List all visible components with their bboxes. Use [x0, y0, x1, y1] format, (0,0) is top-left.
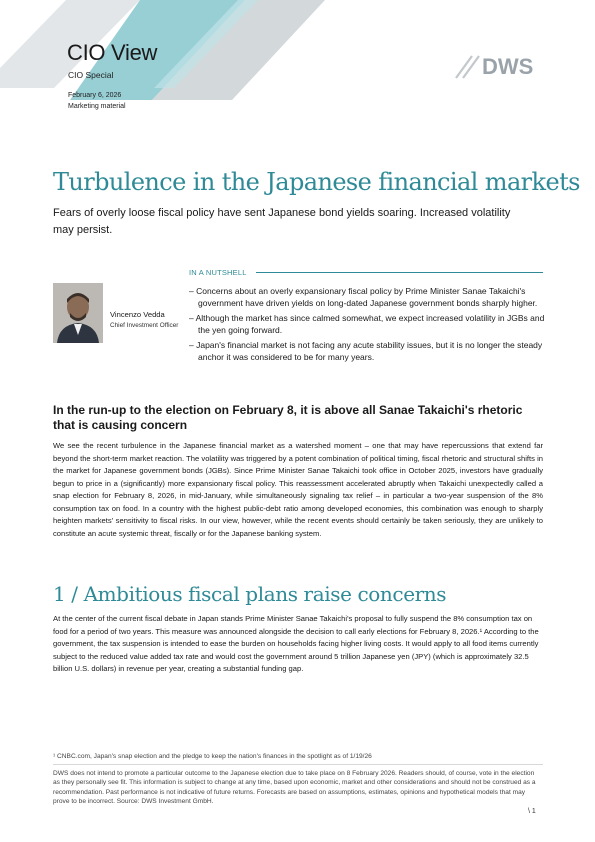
- section-heading: In the run-up to the election on February 8, it is above all Sanae Takaichi's rhetoric that is causing concern: [53, 403, 523, 432]
- author-photo: [53, 283, 103, 343]
- disclaimer: DWS does not intend to promote a particular outcome to the Japanese election due to take place on 8 February 2026. Readers should, of course, vote in the election as they personally see fit. This information is subject to change at any time, based upon economic, market and other considerations and should not be construed as a recommendation. Past performance is not indicative of future returns. Forecasts are based on assumptions, estimates, opinions and hypothetical models that may prove to be incorrect. Source: DWS Investment GmbH.: [53, 770, 536, 805]
- logo-slash-icon: [452, 52, 482, 82]
- headline: Turbulence in the Japanese financial markets: [53, 168, 580, 196]
- nutshell-bullet: – Although the market has since calmed somewhat, we expect increased volatility in JGBs and the yen going forward.: [189, 313, 545, 335]
- document-subtitle: CIO Special: [68, 70, 114, 80]
- portrait-icon: [53, 283, 103, 343]
- nutshell-bullets: [189, 285, 545, 363]
- document-title: CIO View: [67, 40, 158, 65]
- footnote: ¹ CNBC.com, Japan's snap election and the pledge to keep the nation's finances in the spotlight as of 1/19/26: [53, 753, 372, 760]
- nutshell-label: IN A NUTSHELL: [189, 268, 247, 277]
- marketing-note: Marketing material: [68, 103, 126, 110]
- nutshell-bullet: – Concerns about an overly expansionary fiscal policy by Prime Minister Sanae Takaichi's government have driven yields on long-dated Japanese government bonds sharply higher.: [189, 286, 538, 308]
- nutshell-bullet: – Japan's financial market is not facing any acute stability issues, but it is no longer the steady anchor it was considered to be for many years.: [189, 340, 543, 362]
- logo-wordmark: DWS: [482, 54, 534, 79]
- dws-logo: [452, 52, 547, 86]
- lead-text: Fears of overly loose fiscal policy have sent Japanese bond yields soaring. Increased volatility may persist.: [53, 207, 511, 236]
- publication-date: February 6, 2026: [68, 92, 122, 99]
- footer-rule: [53, 764, 543, 765]
- section-1-paragraph: At the center of the current fiscal debate in Japan stands Prime Minister Sanae Takaichi's proposal to fully suspend the 8% consumption tax on food for a period of two years. This measure was announced alongside the decision to call early elections for February 8, 2026.¹ According to the government, the tax suspension is intended to ease the burden on households facing higher living costs. It would apply to all food items currently subject to the reduced value added tax rate and would cost the government around 5 trillion Japanese yen (JPY) (which is approximately 32.5 billion U.S. dollars) in revenue per year, creating a substantial funding gap.: [53, 614, 539, 673]
- intro-paragraph: We see the recent turbulence in the Japanese financial market as a watershed moment – one that may have repercussions that extend far beyond the short-term market reaction. The volatility was triggered by a potent combination of political timing, fiscal rhetoric and structural shifts in the market for Japanese government bonds (JGBs). Since Prime Minister Sanae Takaichi took office in October 2025, investors have gradually begun to price in a (significantly) more expansionary fiscal policy. This reassessment accelerated abruptly when Takaichi unexpectedly called a snap election for February 8, 2026, in mid-January, while simultaneously signaling tax relief – in particular a two-year suspension of the 8% consumption tax on food. In a country with the highest public-debt ratio among developed economies, this combination was enough to sharply heighten markets' sensitivity to fiscal risks. In our view, however, while the recent events should certainly be taken seriously, they are unlikely to constitute an acute systemic threat, fiscally or for the Japanese banking system.: [53, 441, 543, 538]
- page-number: \ 1: [528, 808, 536, 815]
- author-role: Chief Investment Officer: [110, 322, 179, 329]
- nutshell-rule: [256, 272, 543, 273]
- section-1-heading: 1 / Ambitious fiscal plans raise concerns: [53, 582, 447, 606]
- author-name: Vincenzo Vedda: [110, 310, 165, 319]
